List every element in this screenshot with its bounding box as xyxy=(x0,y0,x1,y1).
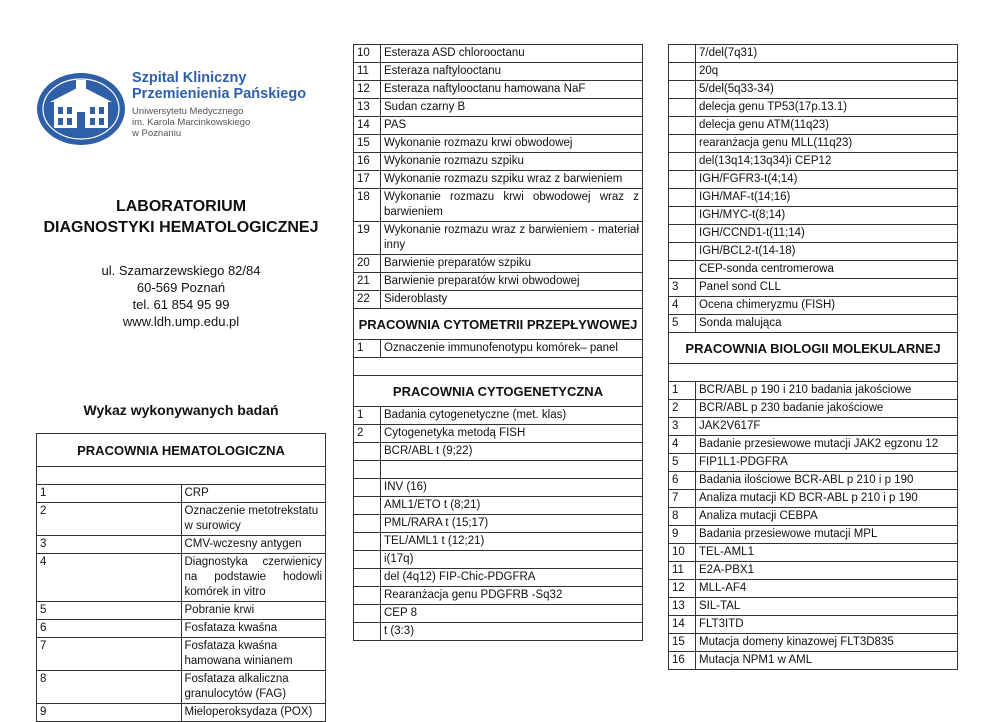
row-number xyxy=(669,243,696,261)
row-number: 16 xyxy=(354,153,381,171)
test-name: CEP 8 xyxy=(381,605,643,623)
row-number: 12 xyxy=(669,580,696,598)
row-number: 9 xyxy=(37,704,182,722)
table-row xyxy=(354,63,643,81)
row-number: 3 xyxy=(669,418,696,436)
row-number: 20 xyxy=(354,255,381,273)
row-number: 3 xyxy=(37,536,182,554)
table-row xyxy=(669,382,958,400)
table-row xyxy=(354,587,643,605)
test-name: Mutacja NPM1 w AML xyxy=(696,652,958,670)
table-row xyxy=(37,503,326,536)
table-row xyxy=(669,153,958,171)
test-name: Mutacja domeny kinazowej FLT3D835 xyxy=(696,634,958,652)
test-name: Wykonanie rozmazu wraz z barwieniem - materiał inny xyxy=(381,222,643,255)
row-number xyxy=(669,45,696,63)
row-number: 21 xyxy=(354,273,381,291)
table-row xyxy=(37,602,326,620)
table-row xyxy=(669,508,958,526)
test-name: del(13q14;13q34)i CEP12 xyxy=(696,153,958,171)
test-name: 5/del(5q33-34) xyxy=(696,81,958,99)
test-name: MLL-AF4 xyxy=(696,580,958,598)
table-row xyxy=(669,652,958,670)
row-number xyxy=(669,153,696,171)
row-number xyxy=(669,81,696,99)
test-name: SIL-TAL xyxy=(696,598,958,616)
row-number xyxy=(354,569,381,587)
test-name: rearanżacja genu MLL(11q23) xyxy=(696,135,958,153)
table-row xyxy=(354,443,643,461)
table-row xyxy=(354,99,643,117)
test-name: Sudan czarny B xyxy=(381,99,643,117)
lab-address xyxy=(36,262,326,330)
test-name: Wykonanie rozmazu szpiku xyxy=(381,153,643,171)
row-number xyxy=(354,497,381,515)
test-name: i(17q) xyxy=(381,551,643,569)
test-name: del (4q12) FIP-Chic-PDGFRA xyxy=(381,569,643,587)
test-name: FLT3ITD xyxy=(696,616,958,634)
test-name: Rearanżacja genu PDGFRB -Sq32 xyxy=(381,587,643,605)
table-hematology xyxy=(36,433,326,722)
lab-title: LABORATORIUM DIAGNOSTYKI HEMATOLOGICZNEJ xyxy=(43,198,319,236)
table-row xyxy=(669,189,958,207)
test-name: 20q xyxy=(696,63,958,81)
address-website: www.ldh.ump.edu.pl xyxy=(122,314,240,329)
university-name: Uniwersytetu Medycznego im. Karola Marcinkowskiego w Poznaniu xyxy=(132,106,251,139)
test-name: Fosfataza kwaśna xyxy=(181,620,326,638)
table-row xyxy=(354,255,643,273)
row-number: 2 xyxy=(669,400,696,418)
table-row xyxy=(37,620,326,638)
test-name: Sideroblasty xyxy=(381,291,643,309)
row-number: 10 xyxy=(669,544,696,562)
row-number: 5 xyxy=(669,315,696,333)
test-name: BCR/ABL t (9;22) xyxy=(381,443,643,461)
table-row xyxy=(354,189,643,222)
row-number: 1 xyxy=(354,340,381,358)
table-row xyxy=(37,704,326,722)
table-row xyxy=(669,472,958,490)
table-row xyxy=(669,63,958,81)
row-number xyxy=(669,171,696,189)
section-title-cytogenetics: PRACOWNIA CYTOGENETYCZNA xyxy=(354,376,643,407)
test-name: BCR/ABL p 190 i 210 badania jakościowe xyxy=(696,382,958,400)
table-row xyxy=(669,580,958,598)
row-number: 11 xyxy=(354,63,381,81)
test-name: AML1/ETO t (8;21) xyxy=(381,497,643,515)
test-name: CEP-sonda centromerowa xyxy=(696,261,958,279)
row-number xyxy=(669,99,696,117)
row-number xyxy=(354,461,381,479)
table-row xyxy=(669,400,958,418)
test-name: CMV-wczesny antygen xyxy=(181,536,326,554)
table-row xyxy=(669,117,958,135)
table-row xyxy=(354,407,643,425)
row-number xyxy=(669,117,696,135)
table-row xyxy=(669,261,958,279)
address-street: ul. Szamarzewskiego 82/84 xyxy=(101,263,261,278)
table-row xyxy=(354,117,643,135)
table-row xyxy=(354,222,643,255)
table-row xyxy=(669,171,958,189)
test-name: Wykonanie rozmazu krwi obwodowej xyxy=(381,135,643,153)
section-title-cytometry: PRACOWNIA CYTOMETRII PRZEPŁYWOWEJ xyxy=(354,309,643,340)
test-name: Wykonanie rozmazu szpiku wraz z barwieniem xyxy=(381,171,643,189)
test-name: delecja genu TP53(17p.13.1) xyxy=(696,99,958,117)
row-number xyxy=(669,135,696,153)
row-number: 17 xyxy=(354,171,381,189)
test-name: TEL-AML1 xyxy=(696,544,958,562)
table-row xyxy=(354,291,643,309)
spacer-row xyxy=(669,364,958,382)
test-name: Ocena chimeryzmu (FISH) xyxy=(696,297,958,315)
table-row xyxy=(354,551,643,569)
row-number: 15 xyxy=(669,634,696,652)
test-name xyxy=(381,461,643,479)
test-name: Cytogenetyka metodą FISH xyxy=(381,425,643,443)
row-number: 14 xyxy=(354,117,381,135)
test-name: Pobranie krwi xyxy=(181,602,326,620)
hospital-seal-icon xyxy=(36,72,126,146)
test-name: Esteraza naftylooctanu xyxy=(381,63,643,81)
table-row xyxy=(354,569,643,587)
row-number xyxy=(669,261,696,279)
table-row xyxy=(669,526,958,544)
row-number: 19 xyxy=(354,222,381,255)
row-number: 4 xyxy=(37,554,182,602)
table-row xyxy=(354,461,643,479)
test-name: CRP xyxy=(181,485,326,503)
table-row xyxy=(669,544,958,562)
row-number: 22 xyxy=(354,291,381,309)
row-number xyxy=(354,587,381,605)
table-row xyxy=(354,135,643,153)
test-name: IGH/MAF-t(14;16) xyxy=(696,189,958,207)
row-number: 7 xyxy=(669,490,696,508)
table-row xyxy=(354,81,643,99)
list-title: Wykaz wykonywanych badań xyxy=(83,402,279,418)
test-name: Diagnostyka czerwienicy na podstawie hodowli komórek in vitro xyxy=(181,554,326,602)
table-row xyxy=(669,207,958,225)
row-number: 6 xyxy=(37,620,182,638)
table-row xyxy=(37,638,326,671)
row-number: 10 xyxy=(354,45,381,63)
test-name: IGH/CCND1-t(11;14) xyxy=(696,225,958,243)
table-row xyxy=(354,273,643,291)
row-number: 2 xyxy=(354,425,381,443)
table-row xyxy=(37,536,326,554)
table-row xyxy=(669,454,958,472)
table-row xyxy=(669,490,958,508)
test-name: Barwienie preparatów krwi obwodowej xyxy=(381,273,643,291)
address-phone: tel. 61 854 95 99 xyxy=(132,297,230,312)
row-number: 5 xyxy=(669,454,696,472)
test-name: Badania ilościowe BCR-ABL p 210 i p 190 xyxy=(696,472,958,490)
table-row xyxy=(669,135,958,153)
row-number: 14 xyxy=(669,616,696,634)
test-name: Mieloperoksydaza (POX) xyxy=(181,704,326,722)
table-row xyxy=(354,171,643,189)
row-number: 4 xyxy=(669,436,696,454)
table-row xyxy=(669,616,958,634)
test-name: E2A-PBX1 xyxy=(696,562,958,580)
table-row xyxy=(354,340,643,358)
row-number xyxy=(354,623,381,641)
row-number xyxy=(669,189,696,207)
row-number xyxy=(354,479,381,497)
row-number: 13 xyxy=(354,99,381,117)
test-name: TEL/AML1 t (12;21) xyxy=(381,533,643,551)
table-row xyxy=(669,45,958,63)
row-number: 1 xyxy=(669,382,696,400)
spacer-row xyxy=(37,467,326,485)
table-row xyxy=(354,479,643,497)
test-name: Analiza mutacji KD BCR-ABL p 210 i p 190 xyxy=(696,490,958,508)
test-name: Fosfataza alkaliczna granulocytów (FAG) xyxy=(181,671,326,704)
test-name: Wykonanie rozmazu krwi obwodowej wraz z barwieniem xyxy=(381,189,643,222)
row-number: 1 xyxy=(354,407,381,425)
row-number: 12 xyxy=(354,81,381,99)
test-name: Esteraza ASD chlorooctanu xyxy=(381,45,643,63)
test-name: INV (16) xyxy=(381,479,643,497)
row-number: 18 xyxy=(354,189,381,222)
table-row xyxy=(669,634,958,652)
test-name: IGH/MYC-t(8;14) xyxy=(696,207,958,225)
table-row xyxy=(669,598,958,616)
table-row xyxy=(354,623,643,641)
table-row xyxy=(669,315,958,333)
table-row xyxy=(669,297,958,315)
hospital-logo-block xyxy=(36,66,326,156)
row-number: 3 xyxy=(669,279,696,297)
table-row xyxy=(354,515,643,533)
table-row xyxy=(37,554,326,602)
row-number: 16 xyxy=(669,652,696,670)
table-row xyxy=(37,485,326,503)
test-name: Oznaczenie metotrekstatu w surowicy xyxy=(181,503,326,536)
table-row xyxy=(354,45,643,63)
table-row xyxy=(37,671,326,704)
row-number xyxy=(669,207,696,225)
test-name: PAS xyxy=(381,117,643,135)
row-number: 2 xyxy=(37,503,182,536)
test-name: Analiza mutacji CEBPA xyxy=(696,508,958,526)
table-row xyxy=(669,436,958,454)
table-right xyxy=(668,44,958,670)
row-number xyxy=(354,551,381,569)
test-name: Badania cytogenetyczne (met. klas) xyxy=(381,407,643,425)
row-number xyxy=(354,605,381,623)
row-number xyxy=(354,533,381,551)
row-number: 8 xyxy=(669,508,696,526)
section-title-molecular-biology: PRACOWNIA BIOLOGII MOLEKULARNEJ xyxy=(669,333,958,364)
row-number: 13 xyxy=(669,598,696,616)
table-row xyxy=(669,243,958,261)
table-row xyxy=(354,425,643,443)
row-number: 5 xyxy=(37,602,182,620)
table-row xyxy=(354,605,643,623)
row-number xyxy=(354,515,381,533)
row-number xyxy=(354,443,381,461)
test-name: delecja genu ATM(11q23) xyxy=(696,117,958,135)
row-number xyxy=(669,63,696,81)
address-city: 60-569 Poznań xyxy=(136,280,226,295)
row-number: 6 xyxy=(669,472,696,490)
table-row xyxy=(669,562,958,580)
table-row xyxy=(669,279,958,297)
test-name: Badania przesiewowe mutacji MPL xyxy=(696,526,958,544)
table-row xyxy=(669,81,958,99)
row-number: 8 xyxy=(37,671,182,704)
table-row xyxy=(669,418,958,436)
test-name: Fosfataza kwaśna hamowana winianem xyxy=(181,638,326,671)
table-row xyxy=(354,497,643,515)
test-name: Badanie przesiewowe mutacji JAK2 egzonu 12 xyxy=(696,436,958,454)
test-name: 7/del(7q31) xyxy=(696,45,958,63)
test-name: Esteraza naftylooctanu hamowana NaF xyxy=(381,81,643,99)
table-row xyxy=(669,99,958,117)
row-number: 15 xyxy=(354,135,381,153)
test-name: t (3:3) xyxy=(381,623,643,641)
test-name: BCR/ABL p 230 badanie jakościowe xyxy=(696,400,958,418)
table-row xyxy=(669,225,958,243)
test-name: Oznaczenie immunofenotypu komórek– panel xyxy=(381,340,643,358)
section-title-hematology: PRACOWNIA HEMATOLOGICZNA xyxy=(37,434,326,467)
table-row xyxy=(354,533,643,551)
table-row xyxy=(354,153,643,171)
row-number: 1 xyxy=(37,485,182,503)
spacer-row xyxy=(354,358,643,376)
row-number xyxy=(669,225,696,243)
test-name: IGH/BCL2-t(14-18) xyxy=(696,243,958,261)
row-number: 11 xyxy=(669,562,696,580)
test-name: PML/RARA t (15;17) xyxy=(381,515,643,533)
test-name: IGH/FGFR3-t(4;14) xyxy=(696,171,958,189)
row-number: 7 xyxy=(37,638,182,671)
hospital-name: Szpital Kliniczny Przemienienia Pańskiego xyxy=(132,70,307,102)
test-name: JAK2V617F xyxy=(696,418,958,436)
test-name: Sonda malująca xyxy=(696,315,958,333)
test-name: Panel sond CLL xyxy=(696,279,958,297)
test-name: FIP1L1-PDGFRA xyxy=(696,454,958,472)
row-number: 4 xyxy=(669,297,696,315)
test-name: Barwienie preparatów szpiku xyxy=(381,255,643,273)
table-middle xyxy=(353,44,643,641)
row-number: 9 xyxy=(669,526,696,544)
